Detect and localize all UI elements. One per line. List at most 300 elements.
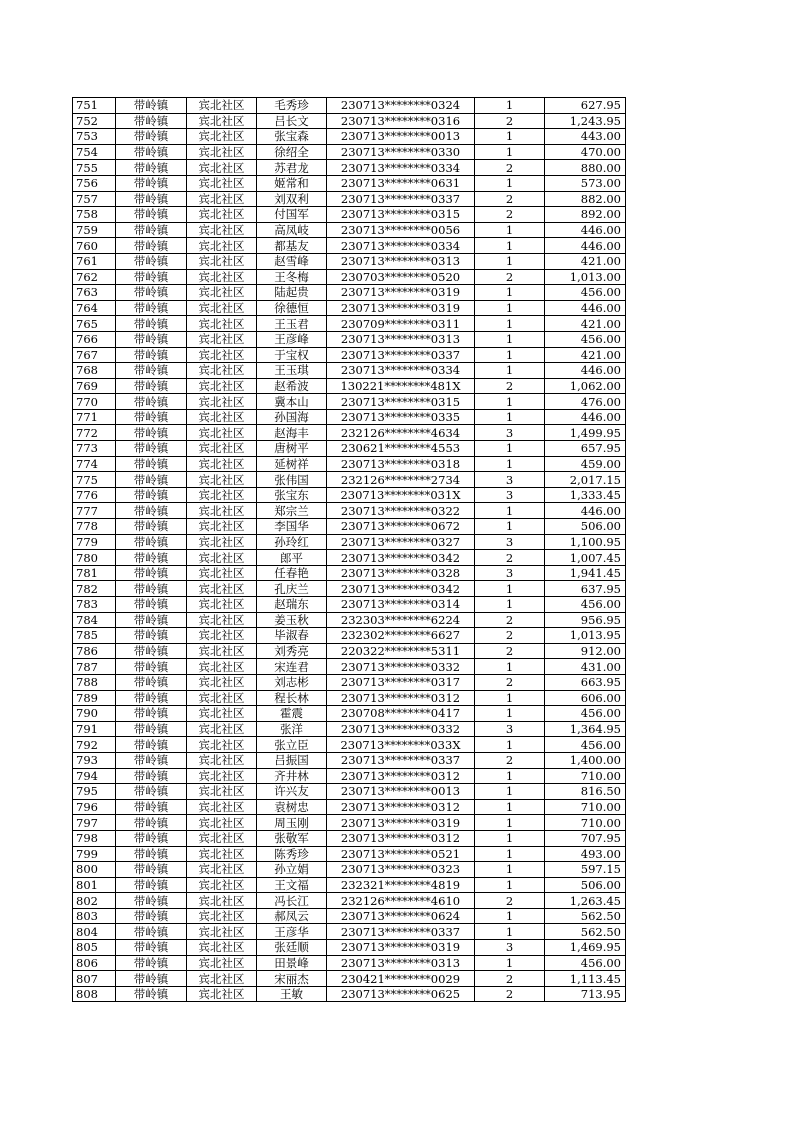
id-number-cell: 230713********0330 [327,144,475,160]
household-count-cell: 3 [475,565,545,581]
household-count-cell: 2 [475,986,545,1002]
name-cell: 王玉琪 [257,363,327,379]
id-number-cell: 230713********0316 [327,113,475,129]
row-number-cell: 784 [73,612,116,628]
household-count-cell: 2 [475,113,545,129]
community-cell: 宾北社区 [187,316,257,332]
id-number-cell: 230713********0319 [327,940,475,956]
row-number-cell: 766 [73,331,116,347]
table-row [73,877,626,893]
community-cell: 宾北社区 [187,721,257,737]
id-number-cell: 230713********0342 [327,581,475,597]
amount-cell: 1,100.95 [545,534,626,550]
amount-cell: 1,333.45 [545,487,626,503]
amount-cell: 456.00 [545,597,626,613]
community-cell: 宾北社区 [187,441,257,457]
name-cell: 孙国海 [257,409,327,425]
name-cell: 付国军 [257,207,327,223]
name-cell: 程长林 [257,690,327,706]
community-cell: 宾北社区 [187,347,257,363]
table-row [73,721,626,737]
row-number-cell: 783 [73,597,116,613]
row-number-cell: 755 [73,160,116,176]
id-number-cell: 230713********0312 [327,690,475,706]
household-count-cell: 2 [475,971,545,987]
amount-cell: 446.00 [545,222,626,238]
name-cell: 宋连君 [257,659,327,675]
row-number-cell: 761 [73,253,116,269]
id-number-cell: 230621********4553 [327,441,475,457]
community-cell: 宾北社区 [187,222,257,238]
household-count-cell: 1 [475,98,545,114]
id-number-cell: 230703********0520 [327,269,475,285]
table-row [73,908,626,924]
household-count-cell: 3 [475,534,545,550]
id-number-cell: 230713********0324 [327,98,475,114]
table-row [73,456,626,472]
community-cell: 宾北社区 [187,487,257,503]
town-cell: 带岭镇 [116,456,187,472]
town-cell: 带岭镇 [116,253,187,269]
community-cell: 宾北社区 [187,893,257,909]
community-cell: 宾北社区 [187,285,257,301]
community-cell: 宾北社区 [187,862,257,878]
amount-cell: 1,013.95 [545,628,626,644]
id-number-cell: 230713********0056 [327,222,475,238]
row-number-cell: 753 [73,129,116,145]
name-cell: 王彦华 [257,924,327,940]
town-cell: 带岭镇 [116,519,187,535]
household-count-cell: 3 [475,940,545,956]
row-number-cell: 772 [73,425,116,441]
amount-cell: 882.00 [545,191,626,207]
id-number-cell: 230713********0315 [327,394,475,410]
name-cell: 姬常和 [257,175,327,191]
town-cell: 带岭镇 [116,144,187,160]
household-count-cell: 1 [475,316,545,332]
name-cell: 毛秀珍 [257,98,327,114]
town-cell: 带岭镇 [116,269,187,285]
town-cell: 带岭镇 [116,160,187,176]
amount-cell: 1,364.95 [545,721,626,737]
town-cell: 带岭镇 [116,207,187,223]
name-cell: 王彦峰 [257,331,327,347]
id-number-cell: 230713********0342 [327,550,475,566]
household-count-cell: 1 [475,456,545,472]
household-count-cell: 2 [475,674,545,690]
amount-cell: 956.95 [545,612,626,628]
household-count-cell: 1 [475,253,545,269]
household-count-cell: 1 [475,924,545,940]
community-cell: 宾北社区 [187,955,257,971]
household-count-cell: 1 [475,394,545,410]
household-count-cell: 1 [475,441,545,457]
amount-cell: 713.95 [545,986,626,1002]
row-number-cell: 803 [73,908,116,924]
community-cell: 宾北社区 [187,674,257,690]
town-cell: 带岭镇 [116,877,187,893]
name-cell: 孙立娟 [257,862,327,878]
town-cell: 带岭镇 [116,784,187,800]
id-number-cell: 230713********0327 [327,534,475,550]
town-cell: 带岭镇 [116,940,187,956]
town-cell: 带岭镇 [116,628,187,644]
amount-cell: 456.00 [545,331,626,347]
town-cell: 带岭镇 [116,409,187,425]
community-cell: 宾北社区 [187,706,257,722]
community-cell: 宾北社区 [187,129,257,145]
name-cell: 王文福 [257,877,327,893]
household-count-cell: 1 [475,222,545,238]
name-cell: 张洋 [257,721,327,737]
row-number-cell: 782 [73,581,116,597]
community-cell: 宾北社区 [187,690,257,706]
town-cell: 带岭镇 [116,643,187,659]
row-number-cell: 759 [73,222,116,238]
name-cell: 徐德恒 [257,300,327,316]
id-number-cell: 232302********6627 [327,628,475,644]
row-number-cell: 806 [73,955,116,971]
id-number-cell: 230713********0313 [327,955,475,971]
row-number-cell: 789 [73,690,116,706]
amount-cell: 421.00 [545,316,626,332]
table-row [73,98,626,114]
row-number-cell: 799 [73,846,116,862]
name-cell: 苏君龙 [257,160,327,176]
id-number-cell: 130221********481X [327,378,475,394]
amount-cell: 816.50 [545,784,626,800]
community-cell: 宾北社区 [187,908,257,924]
amount-cell: 443.00 [545,129,626,145]
community-cell: 宾北社区 [187,425,257,441]
row-number-cell: 756 [73,175,116,191]
row-number-cell: 807 [73,971,116,987]
amount-cell: 506.00 [545,877,626,893]
row-number-cell: 808 [73,986,116,1002]
row-number-cell: 770 [73,394,116,410]
row-number-cell: 790 [73,706,116,722]
id-number-cell: 230713********0323 [327,862,475,878]
table-row [73,519,626,535]
row-number-cell: 786 [73,643,116,659]
household-count-cell: 1 [475,363,545,379]
town-cell: 带岭镇 [116,955,187,971]
amount-cell: 562.50 [545,924,626,940]
id-number-cell: 230713********0313 [327,331,475,347]
community-cell: 宾北社区 [187,752,257,768]
name-cell: 齐井林 [257,768,327,784]
table-row [73,830,626,846]
community-cell: 宾北社区 [187,550,257,566]
table-row [73,269,626,285]
community-cell: 宾北社区 [187,191,257,207]
town-cell: 带岭镇 [116,394,187,410]
row-number-cell: 795 [73,784,116,800]
id-number-cell: 230713********0337 [327,347,475,363]
household-count-cell: 1 [475,503,545,519]
id-number-cell: 230713********0317 [327,674,475,690]
id-number-cell: 230713********0334 [327,238,475,254]
amount-cell: 1,499.95 [545,425,626,441]
community-cell: 宾北社区 [187,815,257,831]
name-cell: 唐树平 [257,441,327,457]
town-cell: 带岭镇 [116,752,187,768]
amount-cell: 421.00 [545,253,626,269]
household-count-cell: 1 [475,238,545,254]
table-row [73,487,626,503]
table-row [73,316,626,332]
table-row [73,160,626,176]
row-number-cell: 767 [73,347,116,363]
community-cell: 宾北社区 [187,519,257,535]
town-cell: 带岭镇 [116,612,187,628]
amount-cell: 493.00 [545,846,626,862]
community-cell: 宾北社区 [187,238,257,254]
household-count-cell: 1 [475,144,545,160]
table-row [73,659,626,675]
name-cell: 刘志彬 [257,674,327,690]
row-number-cell: 763 [73,285,116,301]
id-number-cell: 230713********0312 [327,799,475,815]
town-cell: 带岭镇 [116,986,187,1002]
town-cell: 带岭镇 [116,363,187,379]
table-row [73,238,626,254]
community-cell: 宾北社区 [187,409,257,425]
household-count-cell: 1 [475,706,545,722]
table-row [73,409,626,425]
amount-cell: 892.00 [545,207,626,223]
name-cell: 都基友 [257,238,327,254]
household-count-cell: 2 [475,612,545,628]
name-cell: 赵海丰 [257,425,327,441]
table-row [73,565,626,581]
amount-cell: 431.00 [545,659,626,675]
amount-cell: 606.00 [545,690,626,706]
name-cell: 张敬军 [257,830,327,846]
row-number-cell: 775 [73,472,116,488]
data-table [72,97,626,1002]
community-cell: 宾北社区 [187,160,257,176]
row-number-cell: 781 [73,565,116,581]
town-cell: 带岭镇 [116,862,187,878]
table-row [73,113,626,129]
table-row [73,940,626,956]
row-number-cell: 791 [73,721,116,737]
table-row [73,737,626,753]
household-count-cell: 1 [475,877,545,893]
town-cell: 带岭镇 [116,378,187,394]
amount-cell: 446.00 [545,363,626,379]
id-number-cell: 230713********0631 [327,175,475,191]
town-cell: 带岭镇 [116,534,187,550]
household-count-cell: 1 [475,659,545,675]
row-number-cell: 778 [73,519,116,535]
row-number-cell: 771 [73,409,116,425]
name-cell: 高凤岐 [257,222,327,238]
household-count-cell: 1 [475,581,545,597]
community-cell: 宾北社区 [187,378,257,394]
community-cell: 宾北社区 [187,830,257,846]
table-row [73,581,626,597]
amount-cell: 456.00 [545,285,626,301]
name-cell: 刘双利 [257,191,327,207]
household-count-cell: 1 [475,830,545,846]
household-count-cell: 1 [475,690,545,706]
row-number-cell: 796 [73,799,116,815]
id-number-cell: 230713********0319 [327,300,475,316]
household-count-cell: 3 [475,487,545,503]
row-number-cell: 805 [73,940,116,956]
id-number-cell: 230713********0335 [327,409,475,425]
table-row [73,674,626,690]
id-number-cell: 230713********0334 [327,160,475,176]
town-cell: 带岭镇 [116,908,187,924]
name-cell: 冀本山 [257,394,327,410]
amount-cell: 2,017.15 [545,472,626,488]
name-cell: 田景峰 [257,955,327,971]
table-row [73,347,626,363]
household-count-cell: 1 [475,285,545,301]
household-count-cell: 1 [475,347,545,363]
table-row [73,971,626,987]
household-count-cell: 1 [475,409,545,425]
household-count-cell: 1 [475,129,545,145]
table-row [73,378,626,394]
household-count-cell: 1 [475,519,545,535]
community-cell: 宾北社区 [187,940,257,956]
household-count-cell: 1 [475,331,545,347]
town-cell: 带岭镇 [116,581,187,597]
table-row [73,986,626,1002]
name-cell: 冯长江 [257,893,327,909]
id-number-cell: 230713********0013 [327,129,475,145]
amount-cell: 1,263.45 [545,893,626,909]
amount-cell: 1,113.45 [545,971,626,987]
row-number-cell: 804 [73,924,116,940]
name-cell: 孔庆兰 [257,581,327,597]
name-cell: 郑宗兰 [257,503,327,519]
table-row [73,706,626,722]
town-cell: 带岭镇 [116,768,187,784]
community-cell: 宾北社区 [187,207,257,223]
amount-cell: 476.00 [545,394,626,410]
table-row [73,144,626,160]
row-number-cell: 787 [73,659,116,675]
id-number-cell: 230713********0318 [327,456,475,472]
table-row [73,253,626,269]
name-cell: 延树祥 [257,456,327,472]
town-cell: 带岭镇 [116,222,187,238]
amount-cell: 446.00 [545,238,626,254]
household-count-cell: 2 [475,207,545,223]
town-cell: 带岭镇 [116,300,187,316]
household-count-cell: 1 [475,846,545,862]
community-cell: 宾北社区 [187,363,257,379]
town-cell: 带岭镇 [116,971,187,987]
name-cell: 徐绍全 [257,144,327,160]
town-cell: 带岭镇 [116,706,187,722]
row-number-cell: 757 [73,191,116,207]
row-number-cell: 777 [73,503,116,519]
id-number-cell: 232126********4610 [327,893,475,909]
table-row [73,285,626,301]
amount-cell: 446.00 [545,409,626,425]
household-count-cell: 1 [475,799,545,815]
community-cell: 宾北社区 [187,877,257,893]
id-number-cell: 230713********0319 [327,815,475,831]
household-count-cell: 2 [475,269,545,285]
amount-cell: 1,062.00 [545,378,626,394]
household-count-cell: 1 [475,768,545,784]
town-cell: 带岭镇 [116,799,187,815]
community-cell: 宾北社区 [187,565,257,581]
table-row [73,643,626,659]
household-count-cell: 2 [475,160,545,176]
table-row [73,550,626,566]
town-cell: 带岭镇 [116,175,187,191]
id-number-cell: 230713********0332 [327,721,475,737]
row-number-cell: 760 [73,238,116,254]
name-cell: 赵雪峰 [257,253,327,269]
community-cell: 宾北社区 [187,300,257,316]
name-cell: 王敏 [257,986,327,1002]
household-count-cell: 1 [475,597,545,613]
row-number-cell: 793 [73,752,116,768]
table-row [73,472,626,488]
town-cell: 带岭镇 [116,441,187,457]
town-cell: 带岭镇 [116,721,187,737]
row-number-cell: 798 [73,830,116,846]
name-cell: 张宝东 [257,487,327,503]
community-cell: 宾北社区 [187,971,257,987]
name-cell: 孙玲红 [257,534,327,550]
id-number-cell: 230713********033X [327,737,475,753]
row-number-cell: 774 [73,456,116,472]
id-number-cell: 230713********0312 [327,768,475,784]
row-number-cell: 762 [73,269,116,285]
community-cell: 宾北社区 [187,643,257,659]
town-cell: 带岭镇 [116,893,187,909]
amount-cell: 637.95 [545,581,626,597]
amount-cell: 1,007.45 [545,550,626,566]
community-cell: 宾北社区 [187,534,257,550]
table-row [73,628,626,644]
row-number-cell: 801 [73,877,116,893]
table-row [73,503,626,519]
name-cell: 陆起贵 [257,285,327,301]
amount-cell: 627.95 [545,98,626,114]
community-cell: 宾北社区 [187,659,257,675]
household-count-cell: 1 [475,908,545,924]
id-number-cell: 230713********0328 [327,565,475,581]
table-row [73,955,626,971]
row-number-cell: 754 [73,144,116,160]
community-cell: 宾北社区 [187,737,257,753]
row-number-cell: 751 [73,98,116,114]
id-number-cell: 230713********0672 [327,519,475,535]
town-cell: 带岭镇 [116,347,187,363]
row-number-cell: 758 [73,207,116,223]
town-cell: 带岭镇 [116,503,187,519]
name-cell: 吕长文 [257,113,327,129]
id-number-cell: 230713********0319 [327,285,475,301]
amount-cell: 421.00 [545,347,626,363]
household-count-cell: 2 [475,893,545,909]
table-row [73,612,626,628]
amount-cell: 1,243.95 [545,113,626,129]
community-cell: 宾北社区 [187,113,257,129]
town-cell: 带岭镇 [116,113,187,129]
